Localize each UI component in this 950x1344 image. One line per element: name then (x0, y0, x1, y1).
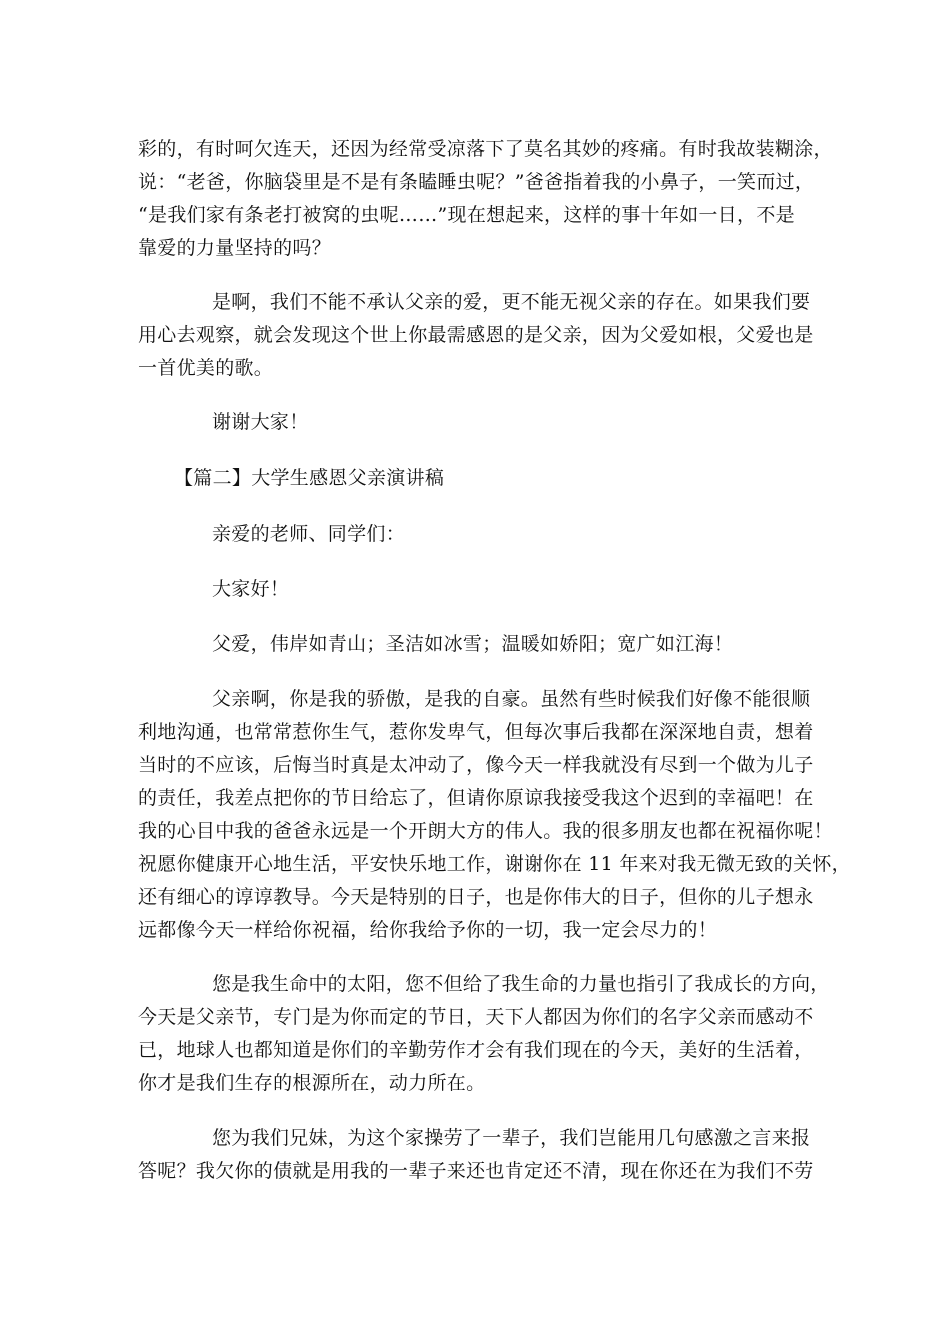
paragraph-3-line-4: 的责任，我差点把你的节日给忘了，但请你原谅我接受我这个迟到的幸福吧！在 (138, 787, 814, 809)
paragraph-5-line-2: 答呢？我欠你的债就是用我的一辈子来还也肯定还不清，现在你还在为我们不劳 (138, 1160, 814, 1182)
paragraph-1-line-4: 靠爱的力量坚持的吗？ (138, 237, 332, 259)
paragraph-3-line-7: 还有细心的谆谆教导。今天是特别的日子，也是你伟大的日子，但你的儿子想永 (138, 886, 814, 908)
paragraph-1-line-1: 彩的，有时呵欠连天，还因为经常受凉落下了莫名其妙的疼痛。有时我故装糊涂， (138, 138, 833, 160)
paragraph-3-line-3: 当时的不应该，后悔当时真是太冲动了，像今天一样我就没有尽到一个做为儿子 (138, 754, 814, 776)
paragraph-3-line-5: 我的心目中我的爸爸永远是一个开朗大方的伟人。我的很多朋友也都在祝福你呢！ (138, 820, 833, 842)
opening-line: 父爱，伟岸如青山；圣洁如冰雪；温暖如娇阳；宽广如江海！ (212, 633, 734, 655)
paragraph-4-line-3: 已，地球人也都知道是你们的辛勤劳作才会有我们现在的今天，美好的生活着， (138, 1039, 814, 1061)
paragraph-1-line-2: 说：“老爸，你脑袋里是不是有条瞌睡虫呢？”爸爸指着我的小鼻子，一笑而过， (138, 171, 815, 193)
paragraph-3-line-2: 利地沟通，也常常惹你生气，惹你发卑气，但每次事后我都在深深地自责，想着 (138, 721, 814, 743)
salutation: 亲爱的老师、同学们： (212, 523, 406, 545)
paragraph-3-line-1: 父亲啊，你是我的骄傲，是我的自豪。虽然有些时候我们好像不能很顺 (212, 688, 811, 710)
paragraph-4-line-2: 今天是父亲节，专门是为你而定的节日，天下人都因为你们的名字父亲而感动不 (138, 1006, 814, 1028)
paragraph-2-line-1: 是啊，我们不能不承认父亲的爱，更不能无视父亲的存在。如果我们要 (212, 291, 811, 313)
paragraph-2-line-2: 用心去观察，就会发现这个世上你最需感恩的是父亲，因为父爱如根，父爱也是 (138, 324, 814, 346)
greeting: 大家好！ (212, 578, 290, 600)
paragraph-3-line-6: 祝愿你健康开心地生活，平安快乐地工作，谢谢你在 11 年来对我无微无致的关怀， (138, 853, 851, 875)
paragraph-5-line-1: 您为我们兄妹，为这个家操劳了一辈子，我们岂能用几句感激之言来报 (212, 1127, 811, 1149)
paragraph-4-line-1: 您是我生命中的太阳，您不但给了我生命的力量也指引了我成长的方向， (212, 973, 830, 995)
paragraph-1-line-3: “是我们家有条老打被窝的虫呢……”现在想起来，这样的事十年如一日，不是 (138, 204, 795, 226)
paragraph-2-line-3: 一首优美的歌。 (138, 357, 274, 379)
paragraph-3-line-8: 远都像今天一样给你祝福，给你我给予你的一切，我一定会尽力的！ (138, 919, 718, 941)
thanks-line: 谢谢大家！ (212, 411, 309, 433)
section-heading: 【篇二】大学生感恩父亲演讲稿 (174, 467, 445, 489)
paragraph-4-line-4: 你才是我们生存的根源所在，动力所在。 (138, 1072, 486, 1094)
